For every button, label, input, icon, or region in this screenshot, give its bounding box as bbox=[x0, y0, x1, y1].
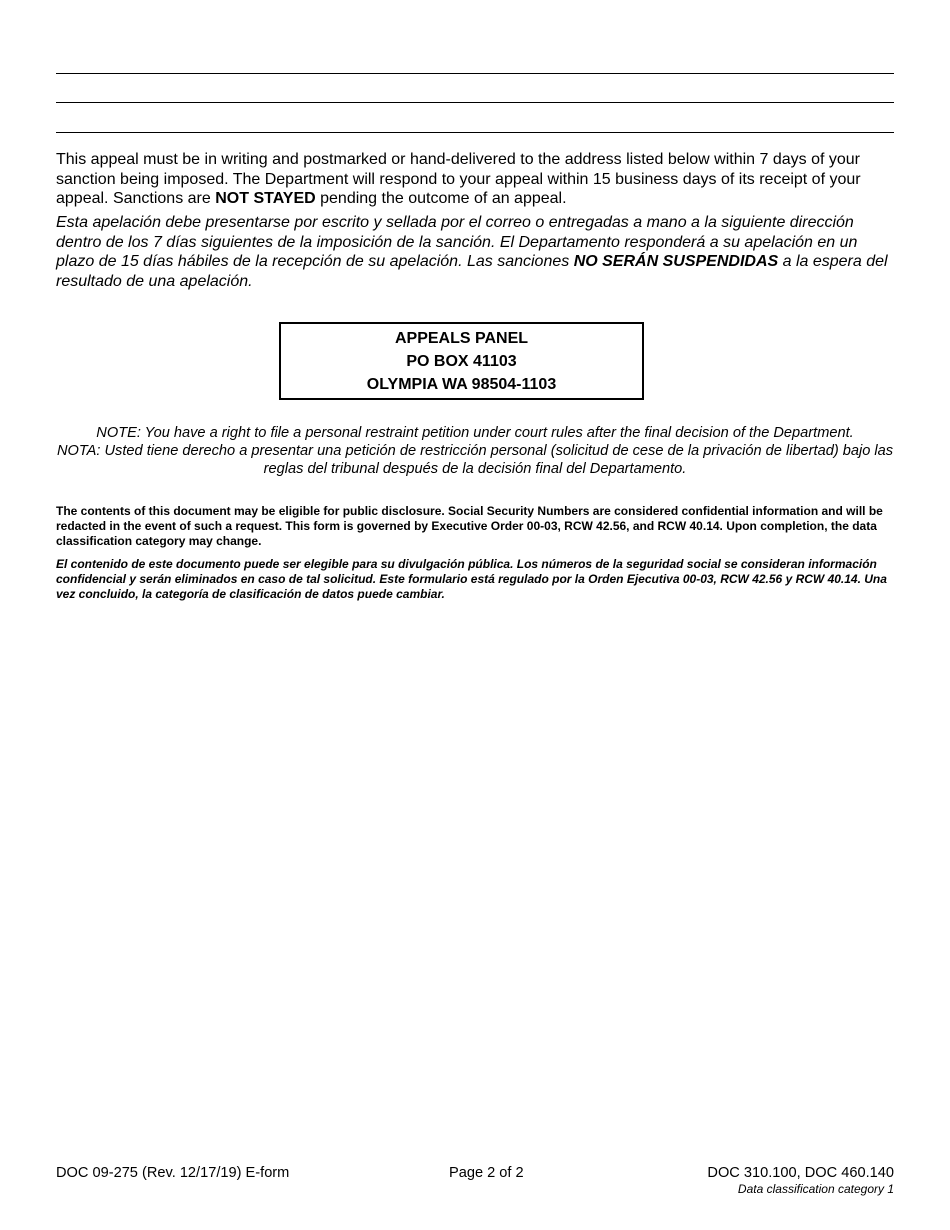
appeal-es-tail: a la espera del resultado de una apelación. bbox=[56, 253, 888, 290]
disclosure-english: The contents of this document may be eligible for public disclosure. Social Security Numbers are considered confidential information and will be redacted in the event of such a request. This form is governed by Executive Order 00-03, RCW 42.56, and RCW 40.14. Upon completion, the data classification category may change. bbox=[56, 504, 883, 548]
address-line-1: APPEALS PANEL bbox=[394, 330, 529, 347]
note-english: NOTE: You have a right to file a personal restraint petition under court rules after the final decision of the Department. bbox=[96, 425, 854, 441]
address-line-3: OLYMPIA WA 98504-1103 bbox=[366, 376, 557, 393]
write-in-line-3[interactable] bbox=[56, 132, 894, 133]
appeal-en-tail: pending the outcome of an appeal. bbox=[315, 190, 567, 207]
appeal-en-text: This appeal must be in writing and postmarked or hand-delivered to the address listed below within 7 days of your sanction being imposed. The Department will respond to your appeal within 15 business days of its receipt of your appeal. Sanctions are bbox=[56, 151, 861, 207]
mailing-address-box bbox=[279, 322, 644, 400]
appeal-instructions-english bbox=[56, 150, 896, 209]
appeal-en-bold: NOT STAYED bbox=[215, 190, 316, 207]
appeal-es-text: Esta apelación debe presentarse por escrito y sellada por el correo o entregadas a mano a la siguiente dirección dentro de los 7 días siguientes de la imposición de la sanción. El Departamento responderá a su apelación en un plazo de 15 días hábiles de la recepción de su apelación. Las sanciones bbox=[56, 214, 858, 270]
address-line-2: PO BOX 41103 bbox=[406, 353, 517, 370]
appeal-es-bold: NO SERÁN SUSPENDIDAS bbox=[573, 253, 779, 270]
form-id: DOC 09-275 (Rev. 12/17/19) E-form bbox=[56, 1165, 290, 1181]
policy-references: DOC 310.100, DOC 460.140 bbox=[707, 1165, 894, 1181]
write-in-line-2[interactable] bbox=[56, 102, 894, 103]
disclosure-spanish: El contenido de este documento puede ser elegible para su divulgación pública. Los números de la seguridad social se consideran información confidencial y serán eliminados en caso de tal solicitud. Este formulario está regulado por la Orden Ejecutiva 00-03, RCW 42.56 y RCW 40.14. Una vez concluido, la categoría de clasificación de datos puede cambiar. bbox=[56, 557, 887, 601]
page-number: Page 2 of 2 bbox=[449, 1165, 524, 1181]
appeal-instructions-spanish bbox=[56, 213, 896, 291]
data-classification: Data classification category 1 bbox=[737, 1182, 894, 1196]
note-spanish: NOTA: Usted tiene derecho a presentar una petición de restricción personal (solicitud de cese de la privación de libertad) bajo las reglas del tribunal después de la decisión final del Departamento. bbox=[56, 443, 894, 478]
write-in-line-1[interactable] bbox=[56, 73, 894, 74]
